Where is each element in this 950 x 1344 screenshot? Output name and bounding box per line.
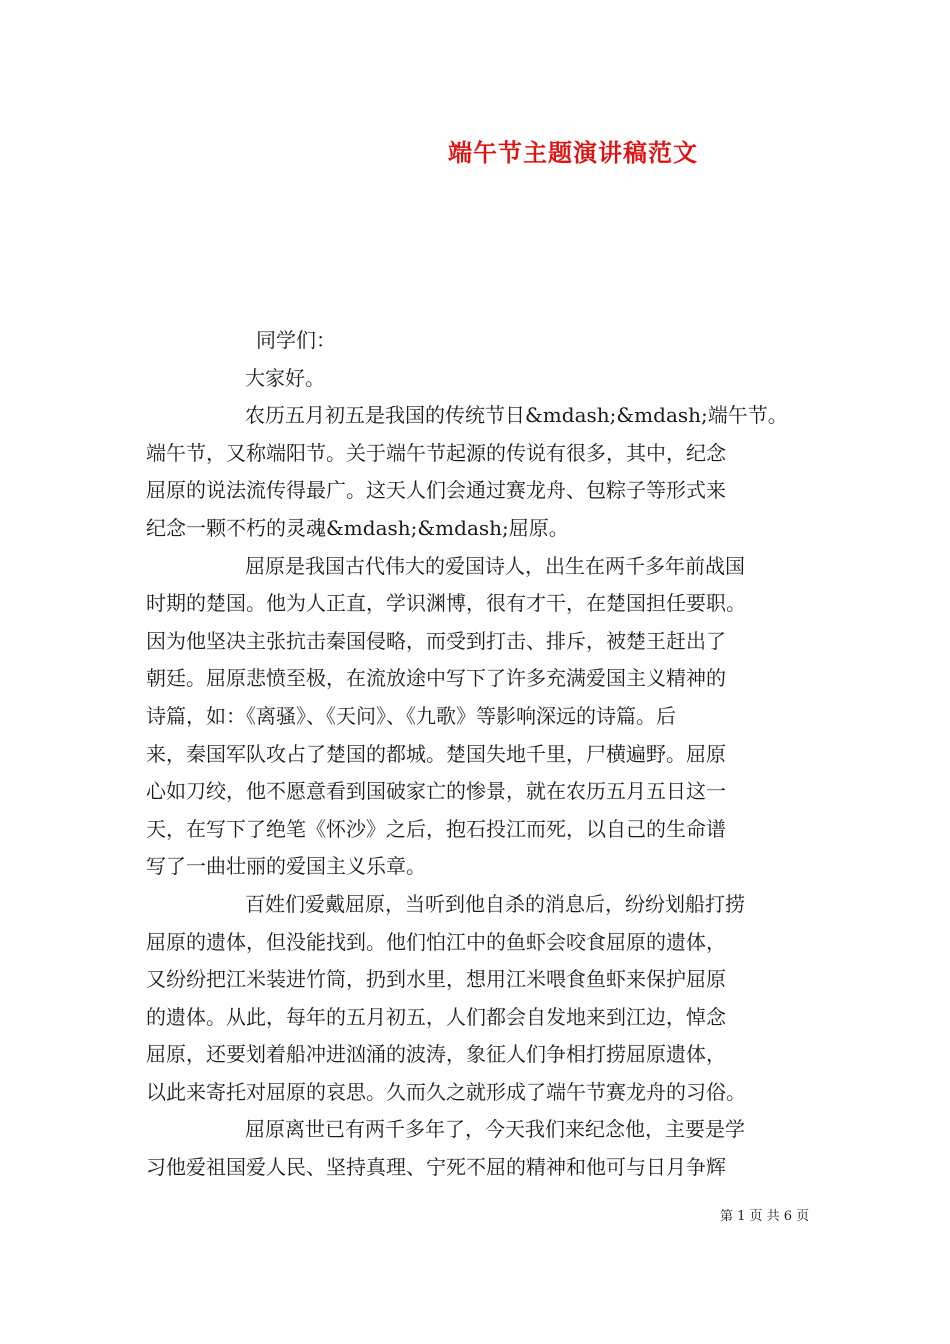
paragraph-line: 屈原是我国古代伟大的爱国诗人，出生在两千多年前战国 [245,553,745,578]
paragraph-line: 农历五月初五是我国的传统节日&mdash;&mdash;端午节。 [245,403,788,428]
page-number-footer: 第 1 页 共 6 页 [720,1209,810,1224]
paragraph-line: 习他爱祖国爱人民、坚持真理、宁死不屈的精神和他可与日月争辉 [146,1155,726,1180]
paragraph-line: 屈原的遗体，但没能找到。他们怕江中的鱼虾会咬食屈原的遗体， [146,929,726,954]
paragraph-line: 写了一曲壮丽的爱国主义乐章。 [146,854,426,879]
paragraph-line: 屈原的说法流传得最广。这天人们会通过赛龙舟、包粽子等形式来 [146,478,726,503]
paragraph-line: 时期的楚国。他为人正直，学识渊博，很有才干，在楚国担任要职。 [146,591,746,616]
paragraph-line: 朝廷。屈原悲愤至极，在流放途中写下了许多充满爱国主义精神的 [146,666,726,691]
paragraph-line: 来，秦国军队攻占了楚国的都城。楚国失地千里，尸横遍野。屈原 [146,741,726,766]
paragraph-line: 天，在写下了绝笔《怀沙》之后，抱石投江而死，以自己的生命谱 [146,816,726,841]
salutation-line: 大家好。 [245,365,325,390]
paragraph-line: 以此来寄托对屈原的哀思。久而久之就形成了端午节赛龙舟的习俗。 [146,1079,746,1104]
paragraph-line: 又纷纷把江米装进竹筒，扔到水里，想用江米喂食鱼虾来保护屈原 [146,967,726,992]
paragraph-line: 纪念一颗不朽的灵魂&mdash;&mdash;屈原。 [146,515,569,540]
paragraph-line: 端午节，又称端阳节。关于端午节起源的传说有很多，其中，纪念 [146,440,726,465]
paragraph-line: 百姓们爱戴屈原，当听到他自杀的消息后，纷纷划船打捞 [245,891,745,916]
paragraph-line: 诗篇，如：《离骚》、《天问》、《九歌》等影响深远的诗篇。后 [146,703,676,728]
document-title: 端午节主题演讲稿范文 [448,138,698,167]
document-body [146,322,808,1187]
paragraph-line: 因为他坚决主张抗击秦国侵略，而受到打击、排斥，被楚王赶出了 [146,628,726,653]
paragraph-line: 屈原，还要划着船冲进汹涌的波涛，象征人们争相打捞屈原遗体， [146,1042,726,1067]
greeting-line: 同学们： [256,328,336,352]
paragraph-line: 屈原离世已有两千多年了，今天我们来纪念他，主要是学 [245,1117,745,1142]
paragraph-line: 心如刀绞，他不愿意看到国破家亡的惨景，就在农历五月五日这一 [146,779,726,804]
paragraph-line: 的遗体。从此，每年的五月初五，人们都会自发地来到江边，悼念 [146,1004,726,1029]
